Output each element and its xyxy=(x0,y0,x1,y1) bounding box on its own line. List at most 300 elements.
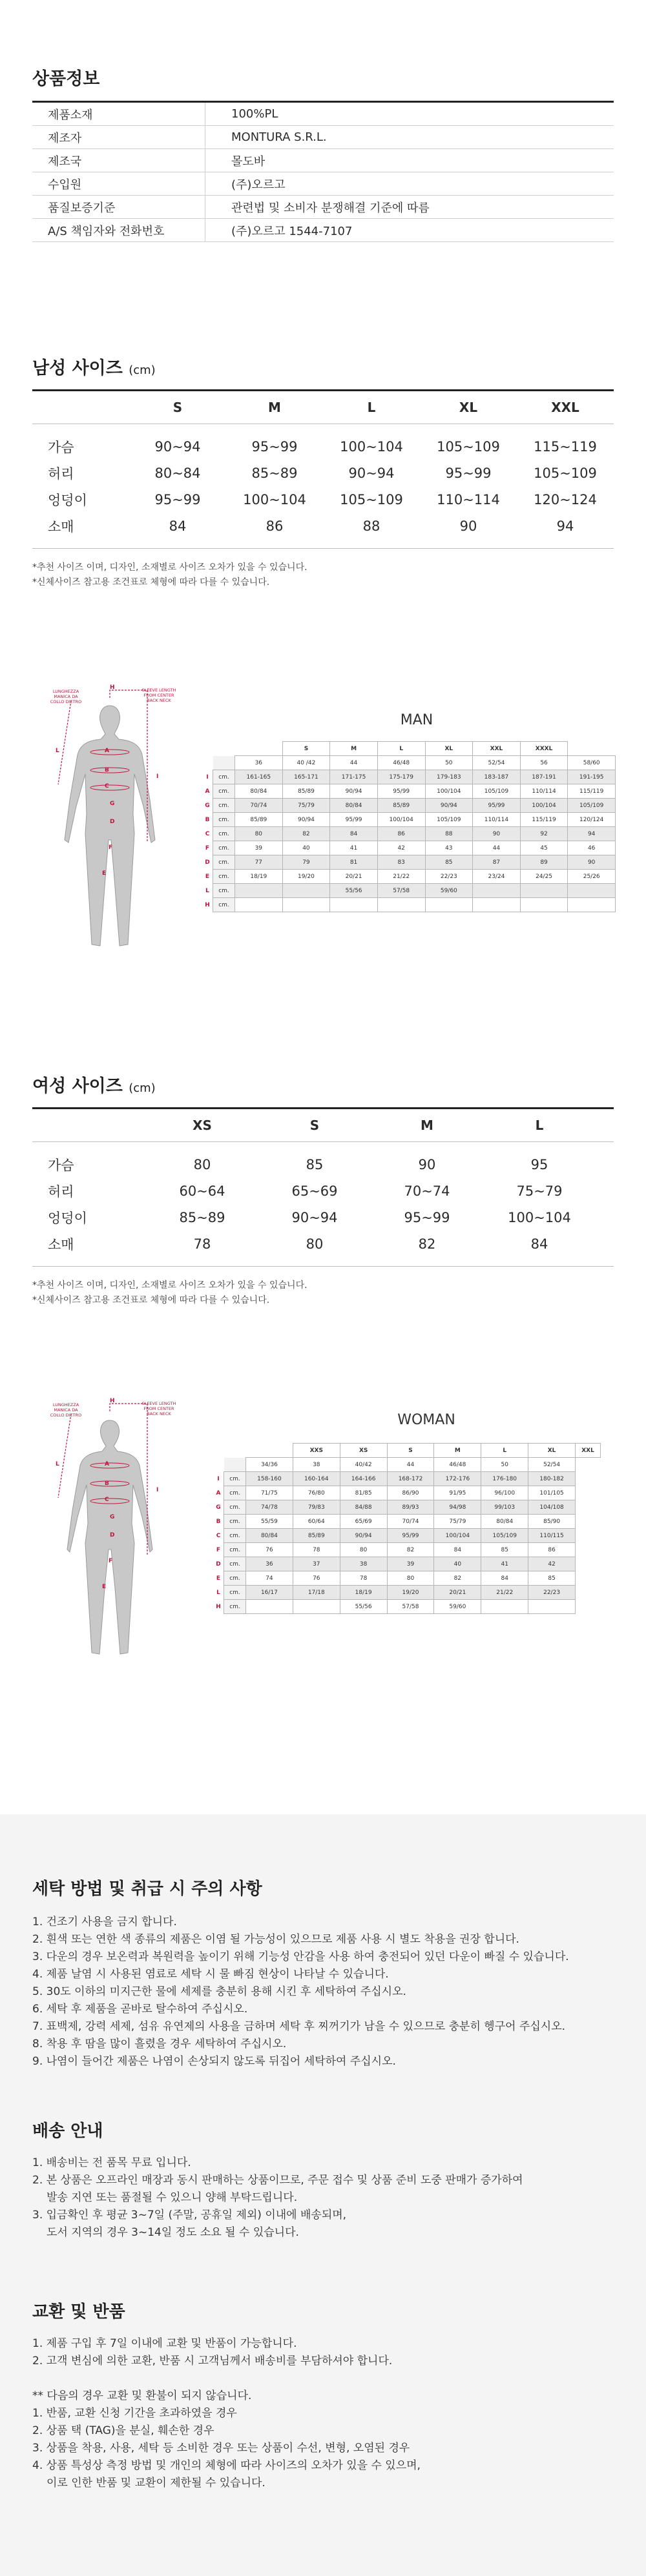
chart-value: 38 xyxy=(340,1557,387,1571)
chart-letter: L xyxy=(216,1589,220,1596)
figure-letter: L xyxy=(56,1461,59,1467)
size-column-header: XXL xyxy=(551,400,579,415)
chart-value: 65/69 xyxy=(340,1515,387,1529)
chart-letter: C xyxy=(216,1532,221,1539)
chart-eu-size: 40 /42 xyxy=(282,756,330,770)
chart-letter: D xyxy=(216,1560,221,1568)
size-table-row xyxy=(32,460,614,486)
size-value: 90 xyxy=(418,1156,436,1172)
label-right: SLEEVE LENGTH FROM CENTER BACK NECK xyxy=(141,688,176,703)
chart-unit: cm. xyxy=(224,1600,246,1614)
size-value: 90~94 xyxy=(154,438,201,455)
info-row xyxy=(32,219,614,242)
chart-letter: I xyxy=(217,1475,220,1482)
figure-letter: I xyxy=(156,773,159,780)
figure-letter: D xyxy=(110,1532,115,1538)
chart-value: 45 xyxy=(520,841,568,855)
size-value: 110~114 xyxy=(437,491,500,507)
chart-value: 104/108 xyxy=(528,1500,576,1515)
chart-value: 70/74 xyxy=(235,799,283,813)
chart-value xyxy=(528,1600,576,1614)
chart-value: 46 xyxy=(568,841,616,855)
chart-value: 59/60 xyxy=(434,1600,481,1614)
chart-letter xyxy=(202,756,213,770)
exchange-item: 4. 상품 특성상 측정 방법 및 개인의 체형에 따라 사이즈의 오차가 있을 수 있으며, xyxy=(32,2459,421,2472)
chart-value: 179-183 xyxy=(425,770,473,784)
shipping-block xyxy=(32,2118,627,2242)
figure-letter: A xyxy=(105,1461,109,1467)
chart-value: 57/58 xyxy=(387,1600,434,1614)
chart-letter: E xyxy=(216,1575,221,1582)
chart-letter: D xyxy=(205,859,210,866)
size-table-row xyxy=(32,1178,614,1204)
size-value: 85~89 xyxy=(179,1209,225,1225)
chart-eu-size: 46/48 xyxy=(434,1458,481,1472)
women-size-section xyxy=(32,1072,614,1308)
chart-value: 76 xyxy=(246,1543,293,1557)
chart-value: 39 xyxy=(387,1557,434,1571)
chart-unit: cm. xyxy=(213,799,235,813)
chart-value: 42 xyxy=(377,841,425,855)
chart-eu-size: 52/54 xyxy=(473,756,521,770)
figure-letter: D xyxy=(110,819,115,825)
chart-value xyxy=(246,1600,293,1614)
chart-value: 55/56 xyxy=(340,1600,387,1614)
chart-value xyxy=(377,898,425,912)
blank-cell xyxy=(246,1444,293,1458)
chart-eu-size: 56 xyxy=(520,756,568,770)
product-info-title: 상품정보 xyxy=(32,69,100,89)
chart-value: 95/99 xyxy=(387,1529,434,1543)
chart-value: 183-187 xyxy=(473,770,521,784)
chart-value: 20/21 xyxy=(330,870,378,884)
chart-value: 158-160 xyxy=(246,1472,293,1486)
chart-value: 19/20 xyxy=(282,870,330,884)
chart-value xyxy=(425,898,473,912)
size-value: 65~69 xyxy=(291,1183,338,1199)
chart-value: 176-180 xyxy=(481,1472,528,1486)
figure-letter: I xyxy=(156,1487,159,1493)
chart-value: 175-179 xyxy=(377,770,425,784)
chart-letter: A xyxy=(205,788,210,795)
women-measure-chart xyxy=(213,1443,601,1614)
wash-item: 8. 착용 후 땀을 많이 흘렸을 경우 세탁하여 주십시오. xyxy=(32,2038,287,2050)
chart-value: 87 xyxy=(473,855,521,870)
row-label: 가슴 xyxy=(48,1157,74,1173)
women-chart-title: WOMAN xyxy=(397,1412,455,1428)
size-value: 86 xyxy=(266,518,284,534)
chart-value: 90/94 xyxy=(282,813,330,827)
wash-item: 3. 다운의 경우 보온력과 복원력을 높이기 위해 기능성 안감을 사용 하여 충전되어 있던 다운이 빠질 수 있습니다. xyxy=(32,1950,569,1963)
size-value: 115~119 xyxy=(534,438,597,455)
chart-value: 80/84 xyxy=(481,1515,528,1529)
chart-value: 96/100 xyxy=(481,1486,528,1500)
info-value: (주)오르고 xyxy=(231,178,286,192)
chart-value: 17/18 xyxy=(293,1586,340,1600)
chart-value: 18/19 xyxy=(340,1586,387,1600)
chart-size-header: L xyxy=(377,742,425,756)
chart-value: 84 xyxy=(330,827,378,841)
chart-value: 191-195 xyxy=(568,770,616,784)
size-column-header: L xyxy=(535,1118,544,1133)
chart-value xyxy=(282,884,330,898)
info-label: 제조국 xyxy=(32,149,205,172)
chart-size-header: XL xyxy=(425,742,473,756)
chart-eu-size: 52/54 xyxy=(528,1458,576,1472)
wash-list xyxy=(32,1914,627,2070)
chart-eu-size: 40/42 xyxy=(340,1458,387,1472)
size-value: 85~89 xyxy=(251,465,298,481)
chart-eu-size: 36 xyxy=(235,756,283,770)
chart-value: 85 xyxy=(481,1543,528,1557)
figure-letter: G xyxy=(110,801,115,807)
size-value: 100~104 xyxy=(508,1209,571,1225)
chart-value: 105/109 xyxy=(481,1529,528,1543)
row-label: 엉덩이 xyxy=(48,1210,87,1226)
chart-value: 95/99 xyxy=(473,799,521,813)
figure-letter: G xyxy=(110,1514,115,1520)
size-value: 94 xyxy=(556,518,574,534)
size-value: 84 xyxy=(530,1236,548,1252)
chart-size-header: XL xyxy=(528,1444,576,1458)
chart-letter: G xyxy=(205,802,210,809)
exchange-item: 이로 인한 반품 및 교환이 제한될 수 있습니다. xyxy=(47,2477,266,2489)
chart-value: 81 xyxy=(330,855,378,870)
chart-value: 91/95 xyxy=(434,1486,481,1500)
men-size-title: 남성 사이즈 (cm) xyxy=(32,358,156,378)
size-value: 78 xyxy=(193,1236,211,1252)
chart-letter: F xyxy=(205,844,210,852)
chart-eu-size: 34/36 xyxy=(246,1458,293,1472)
chart-value: 85/89 xyxy=(377,799,425,813)
shipping-title: 배송 안내 xyxy=(32,2121,103,2141)
chart-value: 168-172 xyxy=(387,1472,434,1486)
chart-value: 100/104 xyxy=(377,813,425,827)
women-size-title: 여성 사이즈 (cm) xyxy=(32,1076,156,1096)
chart-value: 160-164 xyxy=(293,1472,340,1486)
chart-eu-size: 38 xyxy=(293,1458,340,1472)
blank-cell xyxy=(235,742,283,756)
chart-value: 60/64 xyxy=(293,1515,340,1529)
chart-value xyxy=(473,898,521,912)
size-column-header: XS xyxy=(193,1118,212,1133)
chart-value: 85/89 xyxy=(235,813,283,827)
chart-size-header: XXS xyxy=(293,1444,340,1458)
note-line: *신체사이즈 참고용 조건표로 체형에 따라 다를 수 있습니다. xyxy=(32,577,270,588)
chart-value: 110/114 xyxy=(473,813,521,827)
note-line: *신체사이즈 참고용 조건표로 체형에 따라 다를 수 있습니다. xyxy=(32,1295,270,1305)
size-value: 84 xyxy=(169,518,187,534)
size-value: 80 xyxy=(193,1156,211,1172)
chart-value: 76 xyxy=(293,1571,340,1586)
row-label: 소매 xyxy=(48,518,74,535)
chart-value: 84 xyxy=(434,1543,481,1557)
size-value: 105~109 xyxy=(340,491,403,507)
chart-value: 86 xyxy=(377,827,425,841)
exchange-list xyxy=(32,2335,627,2492)
chart-value: 82 xyxy=(282,827,330,841)
shipping-item: 2. 본 상품은 오프라인 매장과 동시 판매하는 상품이므로, 주문 접수 및 상품 준비 도중 판매가 증가하여 xyxy=(32,2174,523,2187)
chart-value: 22/23 xyxy=(425,870,473,884)
wash-item: 5. 30도 이하의 미지근한 물에 세제를 충분히 용해 시킨 후 세탁하여 주십시오. xyxy=(32,1985,406,1998)
chart-value: 19/20 xyxy=(387,1586,434,1600)
info-label: A/S 책임자와 전화번호 xyxy=(32,219,205,241)
chart-letter: B xyxy=(205,816,210,823)
chart-unit: cm. xyxy=(224,1571,246,1586)
chart-value: 180-182 xyxy=(528,1472,576,1486)
size-value: 90~94 xyxy=(348,465,395,481)
exchange-title: 교환 및 반품 xyxy=(32,2302,125,2322)
size-value: 75~79 xyxy=(516,1183,563,1199)
size-table-header xyxy=(32,391,614,424)
size-table-row xyxy=(32,486,614,513)
chart-value: 21/22 xyxy=(481,1586,528,1600)
chart-unit: cm. xyxy=(224,1486,246,1500)
info-label: 수입원 xyxy=(32,172,205,195)
chart-size-header: XXL xyxy=(576,1444,601,1458)
size-value: 95~99 xyxy=(251,438,298,455)
shipping-list xyxy=(32,2154,627,2242)
chart-value: 86 xyxy=(528,1543,576,1557)
exchange-item: ** 다음의 경우 교환 및 환불이 되지 않습니다. xyxy=(32,2389,252,2402)
size-table-row xyxy=(32,513,614,539)
size-column-header: M xyxy=(268,400,281,415)
chart-value: 80 xyxy=(235,827,283,841)
chart-size-header: S xyxy=(282,742,330,756)
info-row xyxy=(32,126,614,149)
chart-value: 24/25 xyxy=(520,870,568,884)
chart-value: 21/22 xyxy=(377,870,425,884)
figure-letter: F xyxy=(109,844,113,851)
figure-letter: E xyxy=(102,870,107,877)
chart-size-header: XXXL xyxy=(520,742,568,756)
product-info-section xyxy=(32,65,614,242)
wash-item: 9. 나염이 들어간 제품은 나염이 손상되지 않도록 뒤집어 세탁하여 주십시오. xyxy=(32,2055,396,2068)
chart-eu-size: 44 xyxy=(330,756,378,770)
women-size-notes xyxy=(32,1278,614,1308)
chart-letter: A xyxy=(216,1489,221,1497)
label-left: LUNGHEZZA MANICA DA COLLO DIETRO xyxy=(50,689,82,704)
chart-unit: cm. xyxy=(224,1472,246,1486)
chart-value: 165-171 xyxy=(282,770,330,784)
chart-unit: cm. xyxy=(224,1500,246,1515)
men-chart-title: MAN xyxy=(400,712,433,728)
size-value: 60~64 xyxy=(179,1183,225,1199)
chart-value xyxy=(520,898,568,912)
chart-value: 88 xyxy=(425,827,473,841)
chart-value: 161-165 xyxy=(235,770,283,784)
figure-letter: L xyxy=(56,748,59,754)
chart-value: 95/99 xyxy=(330,813,378,827)
chart-unit: cm. xyxy=(213,841,235,855)
shipping-item: 3. 입금확인 후 평균 3~7일 (주말, 공휴일 제외) 이내에 배송되며, xyxy=(32,2209,347,2222)
chart-unit: cm. xyxy=(224,1557,246,1571)
size-value: 100~104 xyxy=(243,491,306,507)
chart-value: 57/58 xyxy=(377,884,425,898)
size-value: 120~124 xyxy=(534,491,597,507)
chart-value: 80 xyxy=(340,1543,387,1557)
size-value: 85 xyxy=(306,1156,324,1172)
notice-section xyxy=(0,1814,646,2576)
size-value: 90~94 xyxy=(291,1209,338,1225)
chart-value: 110/115 xyxy=(528,1529,576,1543)
size-column-header: L xyxy=(367,400,376,415)
chart-value: 92 xyxy=(520,827,568,841)
wash-item: 6. 세탁 후 제품을 곧바로 탈수하여 주십시오. xyxy=(32,2003,248,2016)
chart-letter xyxy=(213,1458,224,1472)
wash-item: 4. 제품 날염 시 사용된 염료로 세탁 시 물 빠짐 현상이 나타날 수 있습니다. xyxy=(32,1968,389,1981)
chart-letter: C xyxy=(205,830,210,837)
exchange-item xyxy=(32,2370,627,2387)
chart-eu-size: 46/48 xyxy=(377,756,425,770)
size-value: 70~74 xyxy=(404,1183,450,1199)
chart-value: 22/23 xyxy=(528,1586,576,1600)
chart-value: 43 xyxy=(425,841,473,855)
chart-value: 37 xyxy=(293,1557,340,1571)
size-value: 80~84 xyxy=(154,465,201,481)
chart-value: 85/89 xyxy=(293,1529,340,1543)
shipping-item: 도서 지역의 경우 3~14일 정도 소요 될 수 있습니다. xyxy=(47,2226,299,2239)
size-table-row xyxy=(32,1151,614,1178)
chart-value: 74/78 xyxy=(246,1500,293,1515)
info-label: 제품소재 xyxy=(32,103,205,125)
chart-eu-size: 44 xyxy=(387,1458,434,1472)
men-body-figure xyxy=(32,681,187,972)
shipping-item: 1. 배송비는 전 품목 무료 입니다. xyxy=(32,2156,191,2169)
blank-cell xyxy=(213,1444,224,1458)
chart-value: 25/26 xyxy=(568,870,616,884)
blank-cell xyxy=(202,742,213,756)
chart-letter: H xyxy=(205,901,210,908)
chart-value: 40 xyxy=(282,841,330,855)
blank-cell xyxy=(213,742,235,756)
chart-value: 172-176 xyxy=(434,1472,481,1486)
chart-value: 100/104 xyxy=(520,799,568,813)
chart-value: 20/21 xyxy=(434,1586,481,1600)
info-value: (주)오르고 1544-7107 xyxy=(231,224,353,238)
women-body-figure xyxy=(32,1395,187,1685)
size-value: 100~104 xyxy=(340,438,403,455)
size-value: 95~99 xyxy=(154,491,201,507)
chart-value: 55/56 xyxy=(330,884,378,898)
chart-value: 82 xyxy=(387,1543,434,1557)
chart-value: 115/119 xyxy=(568,784,616,799)
chart-value: 110/114 xyxy=(520,784,568,799)
chart-value: 105/109 xyxy=(425,813,473,827)
size-value: 105~109 xyxy=(534,465,597,481)
chart-value: 36 xyxy=(246,1557,293,1571)
chart-value: 78 xyxy=(340,1571,387,1586)
figure-letter: A xyxy=(105,748,109,754)
men-measure-chart xyxy=(202,741,616,912)
chart-value: 75/79 xyxy=(434,1515,481,1529)
chart-value: 105/109 xyxy=(473,784,521,799)
info-row xyxy=(32,103,614,126)
chart-value: 187-191 xyxy=(520,770,568,784)
arm-measure-line xyxy=(58,1414,71,1498)
size-column-header: XL xyxy=(459,400,478,415)
chart-unit: cm. xyxy=(213,898,235,912)
blank-cell xyxy=(224,1444,246,1458)
arm-measure-line xyxy=(58,700,71,784)
row-label: 허리 xyxy=(48,465,74,482)
chart-value xyxy=(282,898,330,912)
chart-value: 80/84 xyxy=(235,784,283,799)
exchange-item: 2. 고객 변심에 의한 교환, 반품 시 고객님께서 배송비를 부담하셔야 합니다. xyxy=(32,2355,393,2367)
chart-value: 90/94 xyxy=(425,799,473,813)
chart-value: 85 xyxy=(425,855,473,870)
chart-value: 82 xyxy=(434,1571,481,1586)
row-label: 소매 xyxy=(48,1236,74,1252)
figure-letter: C xyxy=(105,1497,109,1503)
chart-value: 100/104 xyxy=(434,1529,481,1543)
chart-value xyxy=(568,898,616,912)
size-column-header: S xyxy=(309,1118,320,1133)
chart-value: 85 xyxy=(528,1571,576,1586)
chart-value: 171-175 xyxy=(330,770,378,784)
chart-value: 79/83 xyxy=(293,1500,340,1515)
chart-value: 90 xyxy=(473,827,521,841)
chart-value: 23/24 xyxy=(473,870,521,884)
info-value: MONTURA S.R.L. xyxy=(231,130,327,144)
chart-value: 18/19 xyxy=(235,870,283,884)
chart-value xyxy=(235,898,283,912)
blank-cell xyxy=(224,1458,246,1472)
chart-value: 40 xyxy=(434,1557,481,1571)
figure-letter: C xyxy=(105,783,109,790)
exchange-item: 3. 상품을 착용, 사용, 세탁 등 소비한 경우 또는 상품이 수선, 변형, 오염된 경우 xyxy=(32,2442,410,2455)
chart-letter: B xyxy=(216,1518,221,1525)
chart-value: 94/98 xyxy=(434,1500,481,1515)
chart-value: 90/94 xyxy=(330,784,378,799)
chart-unit: cm. xyxy=(213,784,235,799)
chart-eu-size: 58/60 xyxy=(568,756,616,770)
size-value: 105~109 xyxy=(437,438,500,455)
chart-value xyxy=(473,884,521,898)
row-label: 허리 xyxy=(48,1183,74,1200)
chart-unit: cm. xyxy=(224,1515,246,1529)
info-row xyxy=(32,149,614,172)
chart-value: 89/93 xyxy=(387,1500,434,1515)
size-value: 95~99 xyxy=(404,1209,450,1225)
chart-value xyxy=(481,1600,528,1614)
chart-value: 75/79 xyxy=(282,799,330,813)
chart-value: 100/104 xyxy=(425,784,473,799)
chart-value: 39 xyxy=(235,841,283,855)
chart-size-header: XS xyxy=(340,1444,387,1458)
chart-value: 79 xyxy=(282,855,330,870)
size-column-header: M xyxy=(421,1118,433,1133)
blank-cell xyxy=(213,756,235,770)
chart-value: 41 xyxy=(481,1557,528,1571)
size-value: 95~99 xyxy=(445,465,492,481)
chart-value: 76/80 xyxy=(293,1486,340,1500)
label-left: LUNGHEZZA MANICA DA COLLO DIETRO xyxy=(50,1402,82,1418)
chart-value xyxy=(520,884,568,898)
chart-unit: cm. xyxy=(213,813,235,827)
size-value: 90 xyxy=(459,518,477,534)
figure-letter: B xyxy=(105,1480,109,1487)
figure-letter: E xyxy=(102,1584,107,1590)
chart-value: 101/105 xyxy=(528,1486,576,1500)
chart-value: 70/74 xyxy=(387,1515,434,1529)
figure-letter: F xyxy=(109,1558,113,1564)
size-table-row xyxy=(32,1231,614,1257)
chart-letter: I xyxy=(206,773,209,781)
chart-unit: cm. xyxy=(224,1529,246,1543)
chart-value: 84 xyxy=(481,1571,528,1586)
info-value: 몰도바 xyxy=(231,154,266,169)
